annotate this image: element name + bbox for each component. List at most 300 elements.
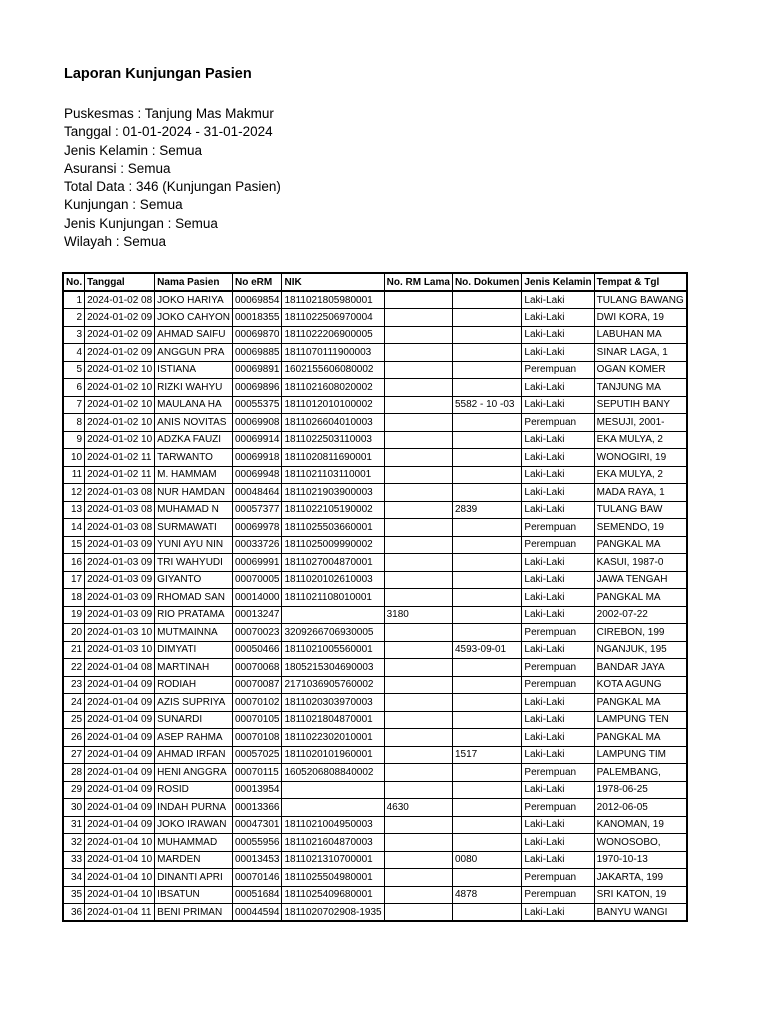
cell-nama-pasien: ANGGUN PRA [155,344,233,362]
cell-jenis-kelamin: Laki-Laki [522,904,594,922]
cell-tempat-tgl: NGANJUK, 195 [594,641,687,659]
cell-nik: 1811022506970004 [282,309,384,327]
cell-no-dokumen [452,711,521,729]
meta-wilayah: Wilayah : Semua [64,234,167,250]
cell-jenis-kelamin: Laki-Laki [522,694,594,712]
cell-no: 6 [63,379,85,397]
header-no-dokumen: No. Dokumen [452,273,521,291]
cell-tanggal: 2024-01-03 09 [85,554,155,572]
cell-tanggal: 2024-01-02 10 [85,379,155,397]
cell-no-rm-lama [384,904,452,922]
table-row [63,694,687,712]
cell-tanggal: 2024-01-03 09 [85,536,155,554]
cell-nik: 1811025009990002 [282,536,384,554]
cell-no-dokumen [452,799,521,817]
cell-jenis-kelamin: Perempuan [522,764,594,782]
cell-no-rm-lama [384,659,452,677]
header-nama-pasien: Nama Pasien [155,273,233,291]
cell-no: 32 [63,834,85,852]
cell-no: 34 [63,869,85,887]
cell-no: 17 [63,571,85,589]
cell-tempat-tgl: SEMENDO, 19 [594,519,687,537]
header-no: No. [63,273,85,291]
table-body [63,291,687,921]
cell-no-erm: 00047301 [232,816,282,834]
cell-nik: 1811027004870001 [282,554,384,572]
cell-no-rm-lama [384,711,452,729]
table-row [63,606,687,624]
cell-no-rm-lama [384,449,452,467]
cell-no-rm-lama [384,501,452,519]
cell-jenis-kelamin: Laki-Laki [522,589,594,607]
cell-jenis-kelamin: Laki-Laki [522,641,594,659]
cell-tempat-tgl: PANGKAL MA [594,694,687,712]
header-jenis-kelamin: Jenis Kelamin [522,273,594,291]
table-header-row [63,273,687,291]
cell-no-erm: 00069948 [232,466,282,484]
cell-no-dokumen [452,571,521,589]
table-row [63,589,687,607]
cell-no-erm: 00069870 [232,326,282,344]
cell-tanggal: 2024-01-04 09 [85,799,155,817]
cell-no-rm-lama: 4630 [384,799,452,817]
cell-tempat-tgl: PANGKAL MA [594,536,687,554]
cell-no-dokumen [452,781,521,799]
cell-tanggal: 2024-01-04 09 [85,746,155,764]
cell-no-rm-lama [384,641,452,659]
cell-no-rm-lama [384,484,452,502]
cell-nama-pasien: M. HAMMAM [155,466,233,484]
cell-no-erm: 00070115 [232,764,282,782]
cell-nama-pasien: AZIS SUPRIYA [155,694,233,712]
cell-no-erm: 00069891 [232,361,282,379]
cell-nik: 2171036905760002 [282,676,384,694]
cell-no-dokumen [452,326,521,344]
cell-no-rm-lama [384,571,452,589]
meta-tanggal: Tanggal : 01-01-2024 - 31-01-2024 [64,124,273,140]
cell-no-dokumen [452,676,521,694]
cell-nik: 1811025409680001 [282,886,384,904]
cell-no-dokumen [452,589,521,607]
cell-no: 23 [63,676,85,694]
cell-tempat-tgl: 2012-06-05 [594,799,687,817]
cell-tanggal: 2024-01-04 09 [85,781,155,799]
cell-tempat-tgl: BANDAR JAYA [594,659,687,677]
cell-no: 25 [63,711,85,729]
cell-no-rm-lama [384,414,452,432]
cell-no-erm: 00070023 [232,624,282,642]
cell-tempat-tgl: EKA MULYA, 2 [594,466,687,484]
cell-tanggal: 2024-01-02 10 [85,414,155,432]
cell-no-erm: 00070087 [232,676,282,694]
cell-nik: 1811021108010001 [282,589,384,607]
cell-nama-pasien: ADZKA FAUZI [155,431,233,449]
cell-tempat-tgl: TULANG BAWANG [594,291,687,309]
table-row [63,571,687,589]
cell-tanggal: 2024-01-03 08 [85,501,155,519]
cell-tempat-tgl: SRI KATON, 19 [594,886,687,904]
cell-tanggal: 2024-01-04 09 [85,764,155,782]
cell-tempat-tgl: OGAN KOMER [594,361,687,379]
cell-no: 8 [63,414,85,432]
table-row [63,536,687,554]
cell-no: 5 [63,361,85,379]
cell-no-dokumen [452,466,521,484]
cell-no-dokumen [452,624,521,642]
table-row [63,396,687,414]
cell-tanggal: 2024-01-04 09 [85,676,155,694]
table-row [63,624,687,642]
table-row [63,816,687,834]
cell-no-erm: 00069885 [232,344,282,362]
cell-tanggal: 2024-01-03 10 [85,624,155,642]
cell-tanggal: 2024-01-02 08 [85,291,155,309]
cell-no-rm-lama [384,379,452,397]
cell-nik: 1811025503660001 [282,519,384,537]
cell-jenis-kelamin: Perempuan [522,361,594,379]
cell-no: 7 [63,396,85,414]
cell-no-rm-lama [384,886,452,904]
table-row [63,449,687,467]
cell-tempat-tgl: MESUJI, 2001- [594,414,687,432]
cell-jenis-kelamin: Laki-Laki [522,501,594,519]
cell-no-dokumen: 4593-09-01 [452,641,521,659]
cell-nik: 1811026604010003 [282,414,384,432]
cell-tempat-tgl: TANJUNG MA [594,379,687,397]
cell-jenis-kelamin: Laki-Laki [522,729,594,747]
table-row [63,781,687,799]
cell-jenis-kelamin: Perempuan [522,886,594,904]
table-row [63,414,687,432]
cell-jenis-kelamin: Laki-Laki [522,554,594,572]
table-row [63,711,687,729]
cell-no: 12 [63,484,85,502]
cell-tempat-tgl: PANGKAL MA [594,589,687,607]
cell-nama-pasien: HENI ANGGRA [155,764,233,782]
cell-nama-pasien: ISTIANA [155,361,233,379]
cell-no-dokumen: 0080 [452,851,521,869]
cell-tempat-tgl: LABUHAN MA [594,326,687,344]
cell-no-dokumen: 1517 [452,746,521,764]
header-no-rm-lama: No. RM Lama [384,273,452,291]
cell-tanggal: 2024-01-02 11 [85,466,155,484]
cell-nama-pasien: IBSATUN [155,886,233,904]
table-row [63,361,687,379]
cell-nik: 1805215304690003 [282,659,384,677]
cell-no: 18 [63,589,85,607]
cell-nik: 1811020303970003 [282,694,384,712]
table-row [63,379,687,397]
cell-jenis-kelamin: Laki-Laki [522,834,594,852]
table-row [63,851,687,869]
cell-nama-pasien: AHMAD IRFAN [155,746,233,764]
cell-no: 14 [63,519,85,537]
table-row [63,291,687,309]
cell-jenis-kelamin: Laki-Laki [522,396,594,414]
cell-nama-pasien: SURMAWATI [155,519,233,537]
cell-jenis-kelamin: Perempuan [522,869,594,887]
cell-nik: 1811021005560001 [282,641,384,659]
cell-jenis-kelamin: Laki-Laki [522,484,594,502]
table-row [63,729,687,747]
cell-nik: 1811022503110003 [282,431,384,449]
cell-no-erm: 00018355 [232,309,282,327]
cell-no-dokumen: 2839 [452,501,521,519]
cell-no-erm: 00069914 [232,431,282,449]
cell-nama-pasien: MUTMAINNA [155,624,233,642]
table-row [63,519,687,537]
cell-no-erm: 00069978 [232,519,282,537]
cell-no-erm: 00055375 [232,396,282,414]
cell-no: 31 [63,816,85,834]
cell-tempat-tgl: PALEMBANG, [594,764,687,782]
cell-no-erm: 00033726 [232,536,282,554]
cell-nik: 1811021903900003 [282,484,384,502]
cell-tanggal: 2024-01-02 10 [85,396,155,414]
cell-no-erm: 00057377 [232,501,282,519]
cell-no-rm-lama [384,694,452,712]
cell-no-erm: 00048464 [232,484,282,502]
cell-no-rm-lama: 3180 [384,606,452,624]
meta-puskesmas: Puskesmas : Tanjung Mas Makmur [64,106,274,121]
cell-no-erm: 00070068 [232,659,282,677]
table-row [63,834,687,852]
cell-no: 22 [63,659,85,677]
cell-jenis-kelamin: Laki-Laki [522,431,594,449]
cell-nama-pasien: JOKO IRAWAN [155,816,233,834]
cell-jenis-kelamin: Laki-Laki [522,816,594,834]
cell-jenis-kelamin: Laki-Laki [522,711,594,729]
cell-tempat-tgl: JAKARTA, 199 [594,869,687,887]
table-row [63,554,687,572]
cell-no-erm: 00051684 [232,886,282,904]
cell-nama-pasien: JOKO CAHYON [155,309,233,327]
cell-tempat-tgl: PANGKAL MA [594,729,687,747]
cell-no-erm: 00013954 [232,781,282,799]
cell-no-rm-lama [384,781,452,799]
cell-jenis-kelamin: Laki-Laki [522,746,594,764]
cell-jenis-kelamin: Perempuan [522,536,594,554]
cell-no-dokumen [452,449,521,467]
table-row [63,466,687,484]
cell-jenis-kelamin: Laki-Laki [522,309,594,327]
cell-tempat-tgl: 2002-07-22 [594,606,687,624]
cell-no-dokumen: 5582 - 10 -03 [452,396,521,414]
cell-no-rm-lama [384,816,452,834]
cell-nama-pasien: ASEP RAHMA [155,729,233,747]
cell-nik: 1811022105190002 [282,501,384,519]
report-meta [64,105,281,251]
cell-jenis-kelamin: Laki-Laki [522,449,594,467]
cell-no-rm-lama [384,869,452,887]
cell-no-rm-lama [384,676,452,694]
cell-no-dokumen: 4878 [452,886,521,904]
cell-no-dokumen [452,834,521,852]
header-tempat-tgl: Tempat & Tgl [594,273,687,291]
header-tanggal: Tanggal [85,273,155,291]
cell-tempat-tgl: BANYU WANGI [594,904,687,922]
cell-no-rm-lama [384,431,452,449]
cell-tanggal: 2024-01-04 08 [85,659,155,677]
cell-no-erm: 00069991 [232,554,282,572]
cell-no: 28 [63,764,85,782]
cell-no-rm-lama [384,536,452,554]
cell-no-erm: 00013247 [232,606,282,624]
cell-nik: 1811070111900003 [282,344,384,362]
cell-no-dokumen [452,764,521,782]
cell-no-rm-lama [384,519,452,537]
cell-no-erm: 00050466 [232,641,282,659]
cell-nik: 1811020811690001 [282,449,384,467]
cell-nik: 1811020101960001 [282,746,384,764]
cell-nama-pasien: MAULANA HA [155,396,233,414]
cell-nik: 1602155606080002 [282,361,384,379]
cell-no-rm-lama [384,326,452,344]
cell-nik: 1811012010100002 [282,396,384,414]
cell-tempat-tgl: MADA RAYA, 1 [594,484,687,502]
table-row [63,484,687,502]
cell-no: 15 [63,536,85,554]
header-no-erm: No eRM [232,273,282,291]
cell-no-rm-lama [384,361,452,379]
cell-jenis-kelamin: Laki-Laki [522,291,594,309]
cell-tanggal: 2024-01-04 09 [85,711,155,729]
cell-no-rm-lama [384,746,452,764]
cell-no: 35 [63,886,85,904]
cell-jenis-kelamin: Perempuan [522,624,594,642]
table-row [63,869,687,887]
cell-no-erm: 00070108 [232,729,282,747]
table-row [63,746,687,764]
cell-nama-pasien: TRI WAHYUDI [155,554,233,572]
cell-no-erm: 00070146 [232,869,282,887]
cell-no-erm: 00070102 [232,694,282,712]
cell-tanggal: 2024-01-04 09 [85,729,155,747]
cell-no-dokumen [452,659,521,677]
table-row [63,641,687,659]
cell-tanggal: 2024-01-04 09 [85,816,155,834]
cell-tempat-tgl: SEPUTIH BANY [594,396,687,414]
cell-no: 13 [63,501,85,519]
cell-no-dokumen [452,606,521,624]
cell-no: 1 [63,291,85,309]
cell-tempat-tgl: DWI KORA, 19 [594,309,687,327]
cell-jenis-kelamin: Laki-Laki [522,851,594,869]
cell-tempat-tgl: LAMPUNG TIM [594,746,687,764]
cell-no: 9 [63,431,85,449]
cell-tempat-tgl: KOTA AGUNG [594,676,687,694]
cell-nik: 1811022302010001 [282,729,384,747]
cell-no: 19 [63,606,85,624]
cell-no-dokumen [452,291,521,309]
cell-nik: 1811021804870001 [282,711,384,729]
cell-nama-pasien: BENI PRIMAN [155,904,233,922]
cell-nik: 1811022206900005 [282,326,384,344]
cell-nama-pasien: AHMAD SAIFU [155,326,233,344]
cell-tanggal: 2024-01-03 08 [85,484,155,502]
cell-no-dokumen [452,431,521,449]
cell-nama-pasien: GIYANTO [155,571,233,589]
cell-no-erm: 00057025 [232,746,282,764]
table-row [63,326,687,344]
cell-no-rm-lama [384,344,452,362]
cell-nama-pasien: ANIS NOVITAS [155,414,233,432]
cell-tempat-tgl: CIREBON, 199 [594,624,687,642]
cell-tempat-tgl: JAWA TENGAH [594,571,687,589]
cell-nik: 1811021805980001 [282,291,384,309]
cell-no: 10 [63,449,85,467]
cell-nama-pasien: JOKO HARIYA [155,291,233,309]
cell-nama-pasien: ROSID [155,781,233,799]
cell-no-dokumen [452,344,521,362]
cell-tanggal: 2024-01-02 09 [85,309,155,327]
cell-nama-pasien: DINANTI APRI [155,869,233,887]
cell-no-dokumen [452,694,521,712]
cell-tanggal: 2024-01-03 09 [85,606,155,624]
cell-jenis-kelamin: Laki-Laki [522,344,594,362]
cell-nama-pasien: MARTINAH [155,659,233,677]
cell-tanggal: 2024-01-04 10 [85,869,155,887]
cell-no-erm: 00044594 [232,904,282,922]
cell-tanggal: 2024-01-02 10 [85,361,155,379]
cell-nik: 1811021608020002 [282,379,384,397]
cell-no: 4 [63,344,85,362]
cell-nik: 1811021310700001 [282,851,384,869]
cell-no-rm-lama [384,554,452,572]
cell-tanggal: 2024-01-02 09 [85,344,155,362]
cell-tanggal: 2024-01-02 10 [85,431,155,449]
cell-nik: 3209266706930005 [282,624,384,642]
cell-no-dokumen [452,869,521,887]
cell-no: 29 [63,781,85,799]
cell-nama-pasien: MUHAMAD N [155,501,233,519]
cell-no-erm: 00069896 [232,379,282,397]
header-nik: NIK [282,273,384,291]
cell-no-erm: 00014000 [232,589,282,607]
cell-jenis-kelamin: Laki-Laki [522,606,594,624]
cell-jenis-kelamin: Laki-Laki [522,379,594,397]
cell-nama-pasien: RIZKI WAHYU [155,379,233,397]
cell-tanggal: 2024-01-04 10 [85,834,155,852]
visit-table-container [62,272,684,956]
table-row [63,676,687,694]
cell-tempat-tgl: EKA MULYA, 2 [594,431,687,449]
cell-no-rm-lama [384,764,452,782]
cell-tempat-tgl: KANOMAN, 19 [594,816,687,834]
cell-tanggal: 2024-01-02 09 [85,326,155,344]
cell-no: 26 [63,729,85,747]
cell-tanggal: 2024-01-04 10 [85,886,155,904]
cell-jenis-kelamin: Perempuan [522,799,594,817]
meta-kunjungan: Kunjungan : Semua [64,197,183,213]
cell-no-rm-lama [384,291,452,309]
table-row [63,799,687,817]
cell-no-dokumen [452,484,521,502]
cell-no-rm-lama [384,466,452,484]
cell-no: 3 [63,326,85,344]
table-row [63,764,687,782]
cell-nama-pasien: YUNI AYU NIN [155,536,233,554]
table-row [63,904,687,922]
table-row [63,344,687,362]
cell-jenis-kelamin: Perempuan [522,519,594,537]
cell-no: 36 [63,904,85,922]
cell-nik: 1811021103110001 [282,466,384,484]
cell-no-dokumen [452,361,521,379]
meta-jenis-kelamin: Jenis Kelamin : Semua [64,142,203,158]
cell-tanggal: 2024-01-02 11 [85,449,155,467]
cell-no: 27 [63,746,85,764]
